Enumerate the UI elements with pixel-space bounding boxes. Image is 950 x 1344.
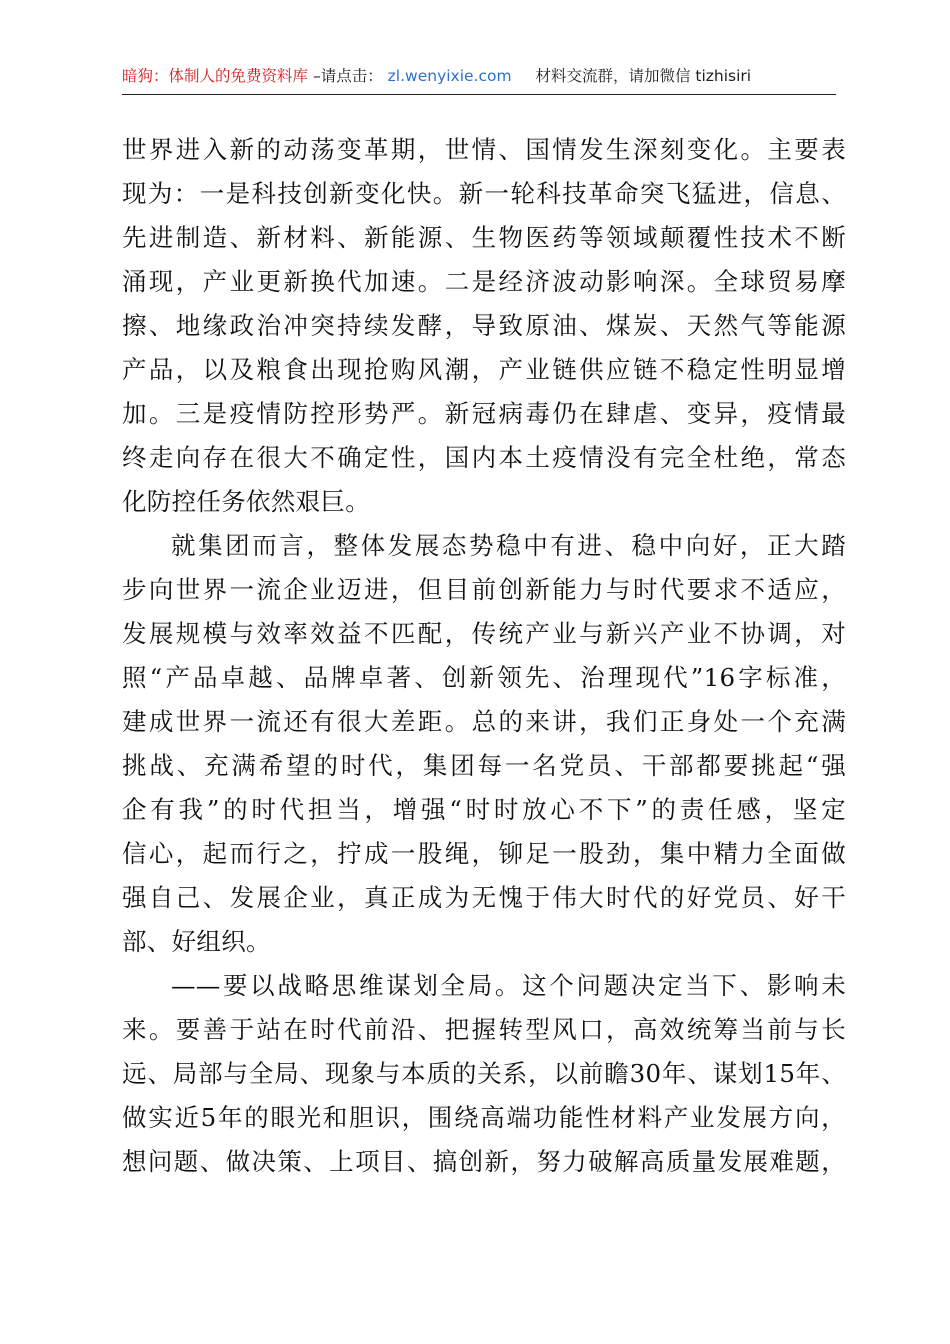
- header-url-link[interactable]: zl.wenyixie.com: [387, 67, 512, 85]
- header-contact: 材料交流群，请加微信 tizhisiri: [535, 67, 752, 85]
- text-line: 做实近5年的眼光和胆识，围绕高端功能性材料产业发展方向，: [122, 1103, 846, 1132]
- text-line: 先进制造、新材料、新能源、生物医药等领域颠覆性技术不断: [122, 223, 846, 252]
- text-line: 远、局部与全局、现象与本质的关系，以前瞻30年、谋划15年、: [122, 1059, 846, 1088]
- text-line: 部、好组织。: [122, 927, 271, 956]
- text-line: 涌现，产业更新换代加速。二是经济波动影响深。全球贸易摩: [122, 267, 846, 296]
- text-line: 强自己、发展企业，真正成为无愧于伟大时代的好党员、好干: [122, 883, 846, 912]
- text-line: 建成世界一流还有很大差距。总的来讲，我们正身处一个充满: [122, 707, 846, 736]
- text-line: ——要以战略思维谋划全局。这个问题决定当下、影响未: [171, 971, 846, 1000]
- page-header: [122, 66, 836, 95]
- text-line: 就集团而言，整体发展态势稳中有进、稳中向好，正大踏: [171, 531, 846, 560]
- text-line: 企有我”的时代担当，增强“时时放心不下”的责任感，坚定: [122, 795, 846, 824]
- paragraph-2: [122, 524, 846, 964]
- text-line: 挑战、充满希望的时代，集团每一名党员、干部都要挑起“强: [122, 751, 846, 780]
- paragraph-3: [122, 964, 846, 1184]
- text-line: 终走向存在很大不确定性，国内本土疫情没有完全杜绝，常态: [122, 443, 846, 472]
- text-line: 擦、地缘政治冲突持续发酵，导致原油、煤炭、天然气等能源: [122, 311, 846, 340]
- text-line: 世界进入新的动荡变革期，世情、国情发生深刻变化。主要表: [122, 135, 846, 164]
- text-line: 想问题、做决策、上项目、搞创新，努力破解高质量发展难题，: [122, 1147, 846, 1176]
- header-brand: 暗狗：体制人的免费资料库: [122, 67, 309, 85]
- text-line: 照“产品卓越、品牌卓著、创新领先、治理现代”16字标准，: [122, 663, 846, 692]
- text-line: 现为：一是科技创新变化快。新一轮科技革命突飞猛进，信息、: [122, 179, 846, 208]
- document-body: [122, 128, 846, 1184]
- text-line: 发展规模与效率效益不匹配，传统产业与新兴产业不协调，对: [122, 619, 846, 648]
- text-line: 来。要善于站在时代前沿、把握转型风口，高效统筹当前与长: [122, 1015, 846, 1044]
- text-line: 产品，以及粮食出现抢购风潮，产业链供应链不稳定性明显增: [122, 355, 846, 384]
- text-line: 步向世界一流企业迈进，但目前创新能力与时代要求不适应，: [122, 575, 846, 604]
- text-line: 化防控任务依然艰巨。: [122, 487, 370, 516]
- text-line: 加。三是疫情防控形势严。新冠病毒仍在肆虐、变异，疫情最: [122, 399, 846, 428]
- text-line: 信心，起而行之，拧成一股绳，铆足一股劲，集中精力全面做: [122, 839, 846, 868]
- paragraph-1: [122, 128, 846, 524]
- header-prompt: –请点击：: [312, 67, 383, 85]
